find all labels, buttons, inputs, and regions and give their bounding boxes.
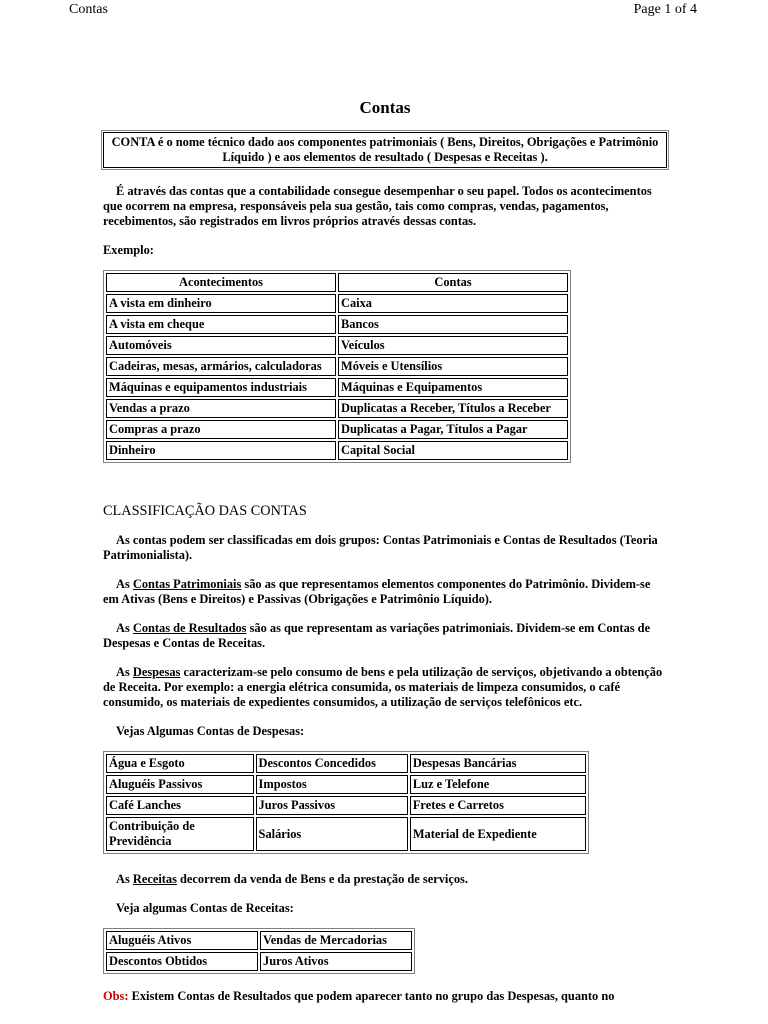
table-row [106,754,586,773]
table-cell: A vista em dinheiro [106,294,336,313]
table-cell: Móveis e Utensílios [338,357,568,376]
table-row [106,357,568,376]
table-row [106,817,586,851]
page-indicator: Page 1 of 4 [633,2,697,17]
paragraph-lead: As [116,665,133,679]
document-body [103,98,667,1018]
table-cell: Capital Social [338,441,568,460]
table-cell: Máquinas e Equipamentos [338,378,568,397]
table-header-row [106,273,568,292]
obs-paragraph [103,989,667,1004]
receitas-link[interactable]: Receitas [132,872,177,886]
table-cell: Luz e Telefone [410,775,586,794]
table-row [106,952,412,971]
table-cell: Descontos Obtidos [106,952,258,971]
example-label: Exemplo: [103,243,154,257]
table-cell: Aluguéis Passivos [106,775,254,794]
table-cell: Cadeiras, mesas, armários, calculadoras [106,357,336,376]
table-row [106,420,568,439]
table-cell: Vendas de Mercadorias [260,931,412,950]
contas-resultados-link[interactable]: Contas de Resultados [132,621,247,635]
table-row [106,399,568,418]
table-row [106,378,568,397]
contas-patrimoniais-link[interactable]: Contas Patrimoniais [132,577,242,591]
table-cell: Máquinas e equipamentos industriais [106,378,336,397]
table-cell: Contribuição de Previdência [106,817,254,851]
paragraph-lead: As [116,577,133,591]
obs-text: Existem Contas de Resultados que podem aparecer tanto no grupo das Despesas, quanto no [128,989,615,1003]
paragraph-lead: As [116,621,133,635]
table-cell: Compras a prazo [106,420,336,439]
table-cell: Água e Esgoto [106,754,254,773]
table-row [106,315,568,334]
table-cell: Café Lanches [106,796,254,815]
table-row [106,441,568,460]
intro-paragraph: É através das contas que a contabilidade consegue desempenhar o seu papel. Todos os acontecimentos que ocorrem na empresa, responsáveis pela sua gestão, tais como compras, vendas, pagamentos, recebimentos, são registrados em livros próprios através dessas contas. [103,184,652,228]
paragraph-text: decorrem da venda de Bens e da prestação de serviços. [176,872,468,886]
column-header-contas: Contas [338,273,568,292]
example-table [103,270,571,463]
despesas-label: Vejas Algumas Contas de Despesas: [116,724,305,738]
table-row [106,931,412,950]
table-cell: Juros Ativos [260,952,412,971]
patrimoniais-paragraph [103,577,667,607]
table-cell: A vista em cheque [106,315,336,334]
table-cell: Duplicatas a Receber, Títulos a Receber [338,399,568,418]
definition-box [103,132,667,168]
paragraph-lead: As [116,872,133,886]
table-row [106,294,568,313]
table-cell: Bancos [338,315,568,334]
receitas-table [103,928,415,974]
table-cell: Caixa [338,294,568,313]
table-row [106,336,568,355]
receitas-paragraph [103,872,667,887]
despesas-table [103,751,589,854]
paragraph-text: são as que representamos elementos componentes do Patrimônio. Dividem-se em Ativas (Bens e Direitos) e Passivas (Obrigações e Patrimônio Líquido). [103,577,651,606]
table-cell: Fretes e Carretos [410,796,586,815]
despesas-paragraph [103,665,667,710]
groups-paragraph: As contas podem ser classificadas em dois grupos: Contas Patrimoniais e Contas de Resultados (Teoria Patrimonialista). [103,533,658,562]
table-cell: Veículos [338,336,568,355]
table-cell: Aluguéis Ativos [106,931,258,950]
table-cell: Juros Passivos [256,796,408,815]
despesas-link[interactable]: Despesas [132,665,181,679]
column-header-acontecimentos: Acontecimentos [106,273,336,292]
obs-label: Obs: [103,989,129,1003]
table-cell: Descontos Concedidos [256,754,408,773]
receitas-label: Veja algumas Contas de Receitas: [116,901,294,915]
table-row [106,796,586,815]
table-cell: Automóveis [106,336,336,355]
table-cell: Duplicatas a Pagar, Títulos a Pagar [338,420,568,439]
header-title: Contas [69,2,108,17]
page-title: Contas [359,98,411,117]
table-cell: Salários [256,817,408,851]
table-cell: Impostos [256,775,408,794]
table-row [106,775,586,794]
paragraph-text: caracterizam-se pelo consumo de bens e pela utilização de serviços, objetivando a obtenção de Receita. Por exemplo: a energia elétrica consumida, os materiais de limpeza consumidos, o café consumido, os materiais de expedientes consumidos, a utilização de serviços telefônicos etc. [103,665,663,709]
table-cell: Despesas Bancárias [410,754,586,773]
resultados-paragraph [103,621,667,651]
table-cell: Vendas a prazo [106,399,336,418]
table-cell: Dinheiro [106,441,336,460]
definition-text: CONTA é o nome técnico dado aos componentes patrimoniais ( Bens, Direitos, Obrigações e Patrimônio Líquido ) e aos elementos de resultado ( Despesas e Receitas ). [111,135,659,164]
section-title: CLASSIFICAÇÃO DAS CONTAS [103,503,307,519]
paragraph-text: são as que representam as variações patrimoniais. Dividem-se em Contas de Despesas e Contas de Receitas. [103,621,651,650]
table-cell: Material de Expediente [410,817,586,851]
